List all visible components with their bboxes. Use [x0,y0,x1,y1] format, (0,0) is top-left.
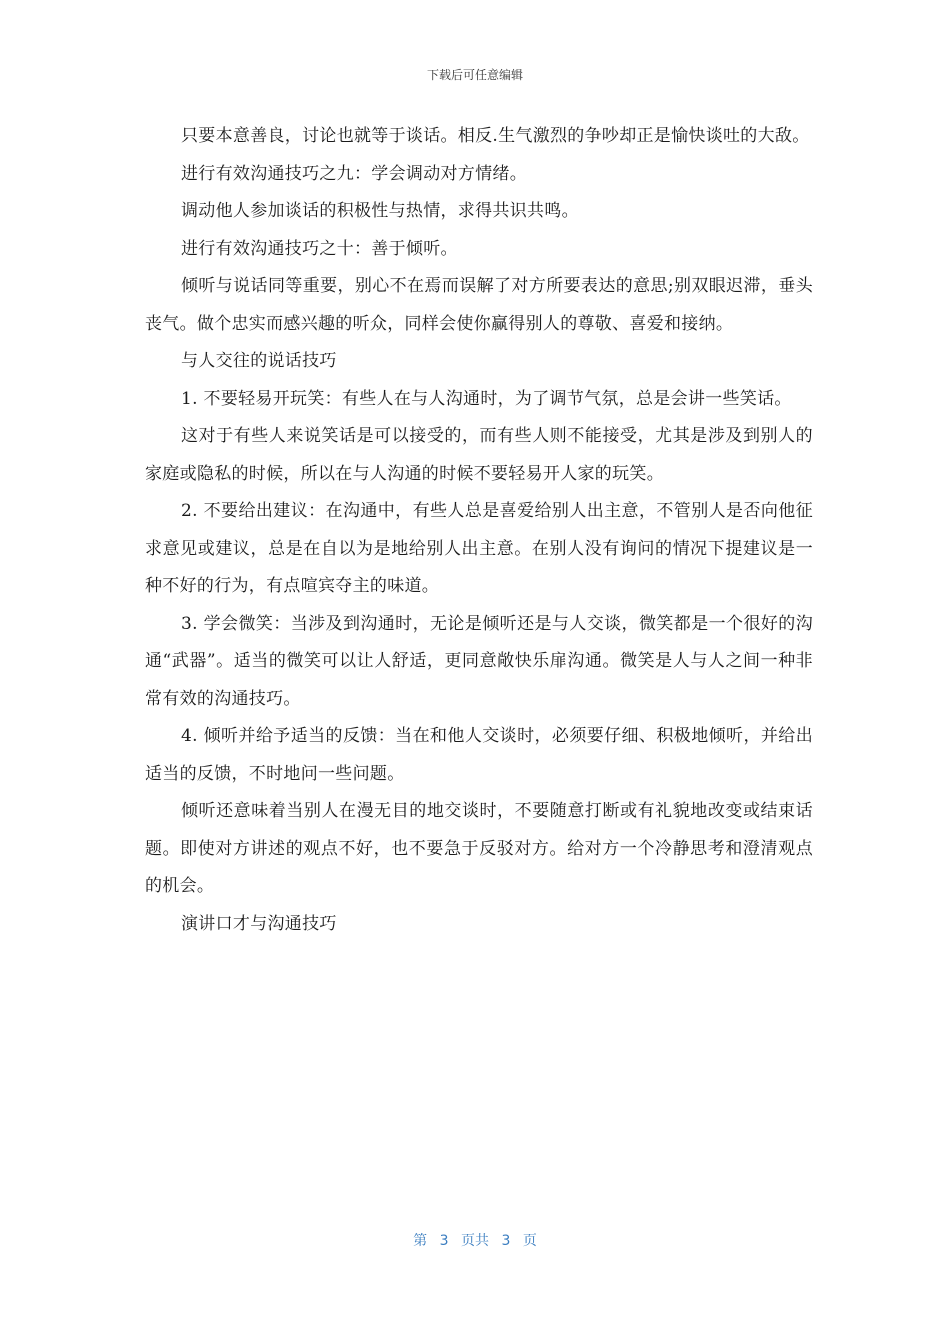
page-footer [0,1230,950,1250]
paragraph: 这对于有些人来说笑话是可以接受的，而有些人则不能接受，尤其是涉及到别人的家庭或隐私的时候，所以在与人沟通的时候不要轻易开人家的玩笑。 [145,426,813,484]
section-heading: 与人交往的说话技巧 [181,351,337,371]
paragraph: 进行有效沟通技巧之九：学会调动对方情绪。 [181,163,527,184]
paragraph: 调动他人参加谈话的积极性与热情，求得共识共鸣。 [181,201,579,221]
paragraph: 倾听与说话同等重要，别心不在焉而误解了对方所要表达的意思;别双眼迟滞，垂头丧气。做个忠实而感兴趣的听众，同样会使你赢得别人的尊敬、喜爱和接纳。 [145,276,813,334]
section-heading: 演讲口才与沟通技巧 [181,913,337,934]
paragraph: 2. 不要给出建议：在沟通中，有些人总是喜爱给别人出主意，不管别人是否向他征求意见或建议，总是在自以为是地给别人出主意。在别人没有询问的情况下提建议是一种不好的行为，有点喧宾夺主的味道。 [145,501,813,596]
paragraph: 进行有效沟通技巧之十：善于倾听。 [181,238,458,259]
paragraph: 倾听还意味着当别人在漫无目的地交谈时，不要随意打断或有礼貌地改变或结束话题。即使对方讲述的观点不好，也不要急于反驳对方。给对方一个冷静思考和澄清观点的机会。 [145,801,813,896]
page-label-middle: 页共 [461,1233,489,1249]
document-body [145,118,813,943]
paragraph: 3. 学会微笑：当涉及到沟通时，无论是倾听还是与人交谈，微笑都是一个很好的沟通“武器”。适当的微笑可以让人舒适，更同意敞快乐扉沟通。微笑是人与人之间一种非常有效的沟通技巧。 [145,613,813,709]
paragraph: 只要本意善良，讨论也就等于谈话。相反.生气激烈的争吵却正是愉快谈吐的大敌。 [181,126,810,146]
paragraph: 1. 不要轻易开玩笑：有些人在与人沟通时，为了调节气氛，总是会讲一些笑话。 [181,388,792,409]
current-page-number: 3 [439,1233,449,1249]
page-header: 下载后可任意编辑 [426,68,523,82]
total-pages-number: 3 [501,1233,511,1249]
page-label-prefix: 第 [413,1233,428,1249]
page-label-suffix: 页 [522,1233,537,1249]
paragraph: 4. 倾听并给予适当的反馈：当在和他人交谈时，必须要仔细、积极地倾听，并给出适当的反馈，不时地问一些问题。 [145,726,813,784]
